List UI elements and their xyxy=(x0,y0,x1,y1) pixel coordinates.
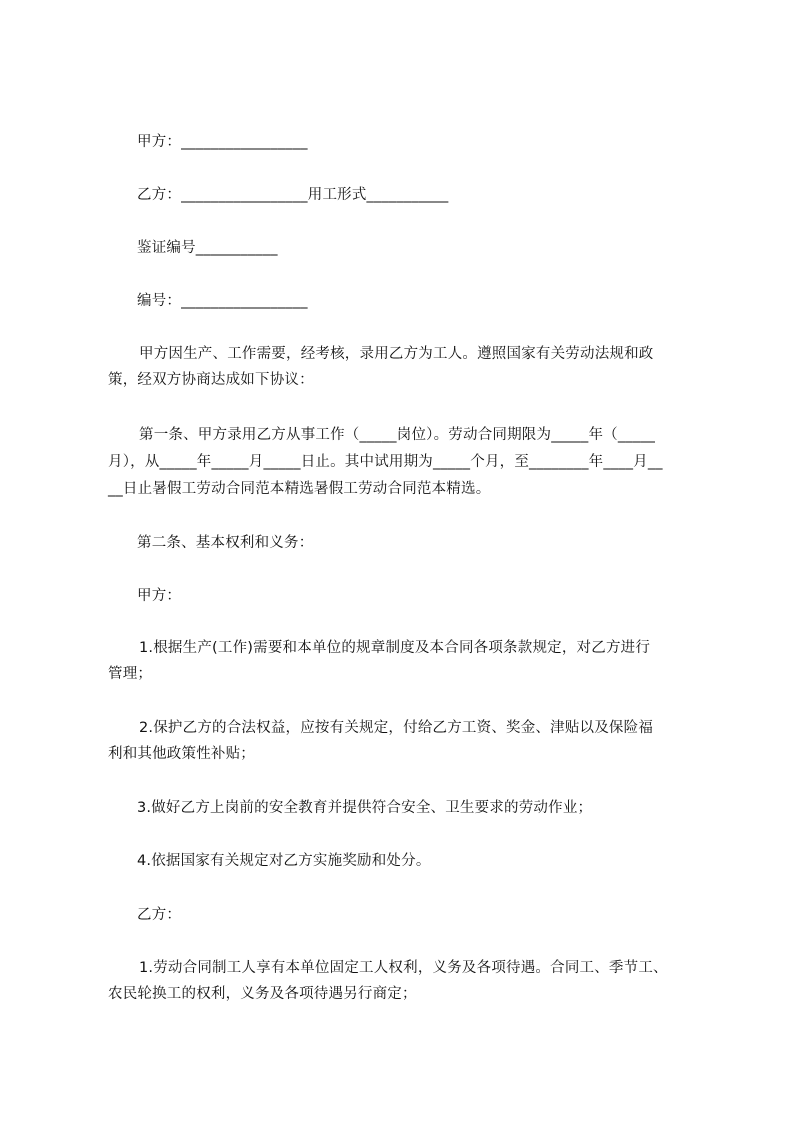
party-b-duties-heading: 乙方： xyxy=(137,907,182,923)
party-a-item-1-line-1: 1.根据生产(工作)需要和本单位的规章制度及本合同各项条款规定，对乙方进行 xyxy=(139,640,651,656)
article-1-line-3: __日止暑假工劳动合同范本精选暑假工劳动合同范本精选。 xyxy=(108,481,491,497)
party-a-duties-heading: 甲方： xyxy=(137,588,182,604)
certification-number-line: 鉴证编号___________ xyxy=(137,240,278,256)
party-a-item-3: 3.做好乙方上岗前的安全教育并提供符合安全、卫生要求的劳动作业； xyxy=(137,800,593,816)
article-1-line-1: 第一条、甲方录用乙方从事工作（_____岗位）。劳动合同期限为_____年（_____ xyxy=(139,427,656,443)
party-a-item-4: 4.依据国家有关规定对乙方实施奖励和处分。 xyxy=(137,853,431,869)
party-b-item-1-line-1: 1.劳动合同制工人享有本单位固定工人权利，义务及各项待遇。合同工、季节工、 xyxy=(139,960,668,976)
party-a-item-2-line-2: 利和其他政策性补贴； xyxy=(108,746,255,762)
article-1-line-2: 月），从_____年_____月_____日止。其中试用期为_____个月，至________年____月__ xyxy=(108,454,663,470)
article-2-heading: 第二条、基本权利和义务： xyxy=(137,535,314,551)
party-a-item-2-line-1: 2.保护乙方的合法权益，应按有关规定，付给乙方工资、奖金、津贴以及保险福 xyxy=(139,720,654,736)
party-b-line: 乙方：_________________用工形式___________ xyxy=(137,187,449,203)
intro-paragraph-line-1: 甲方因生产、工作需要，经考核，录用乙方为工人。遵照国家有关劳动法规和政 xyxy=(139,346,654,362)
party-a-item-1-line-2: 管理； xyxy=(108,666,153,682)
party-a-line: 甲方：_________________ xyxy=(137,134,308,150)
party-b-item-1-line-2: 农民轮换工的权利，义务及各项待遇另行商定； xyxy=(108,986,417,1002)
serial-number-line: 编号：_________________ xyxy=(137,293,308,309)
intro-paragraph-line-2: 策，经双方协商达成如下协议： xyxy=(108,372,314,388)
